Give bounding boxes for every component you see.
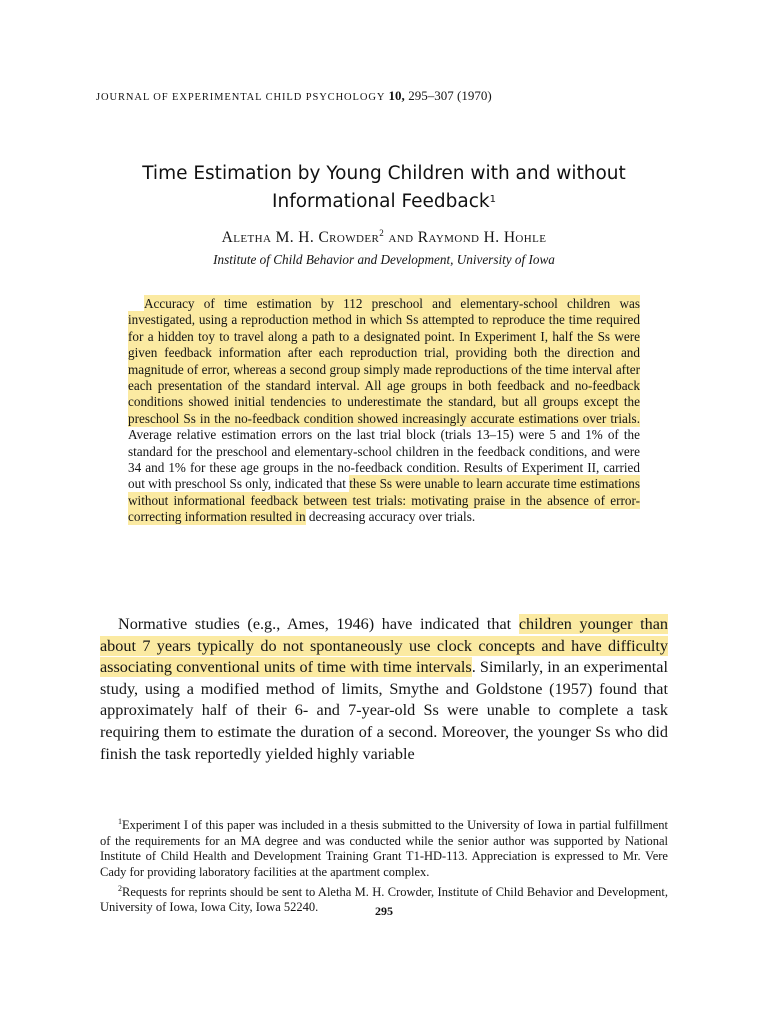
abstract-highlight-1: Accuracy of time estimation by 112 preschool and elementary-school children was investigated, using a reproduction method in which Ss attempted to reproduce the time required for a hidden toy to travel along a path to a designated point. In Experiment I, half the Ss were given feedback information after each reproduction trial, providing both the direction and magnitude of error, whereas a second group simply made reproductions of the time interval after each presentation of the standard interval. All age groups in both feedback and no-feedback conditions showed initial tendencies to underestimate the standard, but all groups except the preschool Ss in the no-feedback condition showed increasingly accurate estimations over trials. <box>128 296 640 426</box>
journal-header <box>96 88 696 104</box>
body-paragraph <box>100 614 668 765</box>
body-plain-2: . Similarly, in an experimental study, using a modified method of limits, Smythe and Goldstone (1957) found that approximately half of their 6- and 7-year-old Ss were unable to complete a task requiring them to estimate the duration of a second. Moreover, the younger Ss who did finish the task reportedly yielded highly variable <box>100 658 668 763</box>
footnote-2-mark: 2 <box>118 883 122 893</box>
abstract-highlight-2: these Ss were unable to learn accurate time estimations without informational feedback between test trials: motivating praise in the absence of error-correcting information resulted in <box>128 476 641 525</box>
journal-volume: 10, <box>388 88 405 103</box>
author-1: Aletha M. H. Crowder <box>221 229 380 247</box>
footnote-1-text: Experiment I of this paper was included in a thesis submitted to the University of Iowa in partial fulfillment of the requirements for an MA degree and was conducted while the senior author was supported by National Institute of Child Health and Development Training Grant T1-HD-113. Appreciation is expressed to Mr. Vere Cady for providing laboratory facilities at the apartment complex. <box>100 818 668 879</box>
author-2: Raymond H. Hohle <box>417 229 547 247</box>
title-footnote-mark: 1 <box>489 194 496 205</box>
abstract <box>128 296 640 526</box>
title-line-1: Time Estimation by Young Children with and without <box>142 163 626 184</box>
footnote-1 <box>100 814 668 881</box>
body-plain-1: Normative studies (e.g., Ames, 1946) have indicated that <box>118 615 512 633</box>
footnote-1-mark: 1 <box>118 817 122 826</box>
article-title <box>90 160 678 216</box>
footnotes <box>100 814 668 916</box>
page-number: 295 <box>375 904 393 918</box>
title-line-2 <box>90 188 678 216</box>
author-list <box>90 228 678 247</box>
journal-pages: 295–307 (1970) <box>408 88 492 103</box>
author-conjunction: and <box>388 229 414 247</box>
body-highlight: children younger than about 7 years typically do not spontaneously use clock concepts and have difficulty associating conventional units of time with time intervals <box>100 615 669 677</box>
journal-name: JOURNAL OF EXPERIMENTAL CHILD PSYCHOLOGY <box>96 92 385 103</box>
author-1-footnote-mark: 2 <box>379 228 385 238</box>
title-line-2-text: Informational Feedback <box>272 191 490 212</box>
affiliation: Institute of Child Behavior and Development, University of Iowa <box>213 252 555 267</box>
footnote-2-text: Requests for reprints should be sent to Aletha M. H. Crowder, Institute of Child Behavior and Development, University of Iowa, Iowa City, Iowa 52240. <box>100 884 668 915</box>
abstract-plain-1: Average relative estimation errors on the last trial block (trials 13–15) were 5 and 1% of the standard for the preschool and elementary-school children in the feedback conditions, and were 34 and 1% for these age groups in the no-feedback condition. Results of Experiment II, carried out with preschool Ss only, indicated that <box>128 427 640 492</box>
abstract-plain-2: decreasing accuracy over trials. <box>308 509 476 525</box>
